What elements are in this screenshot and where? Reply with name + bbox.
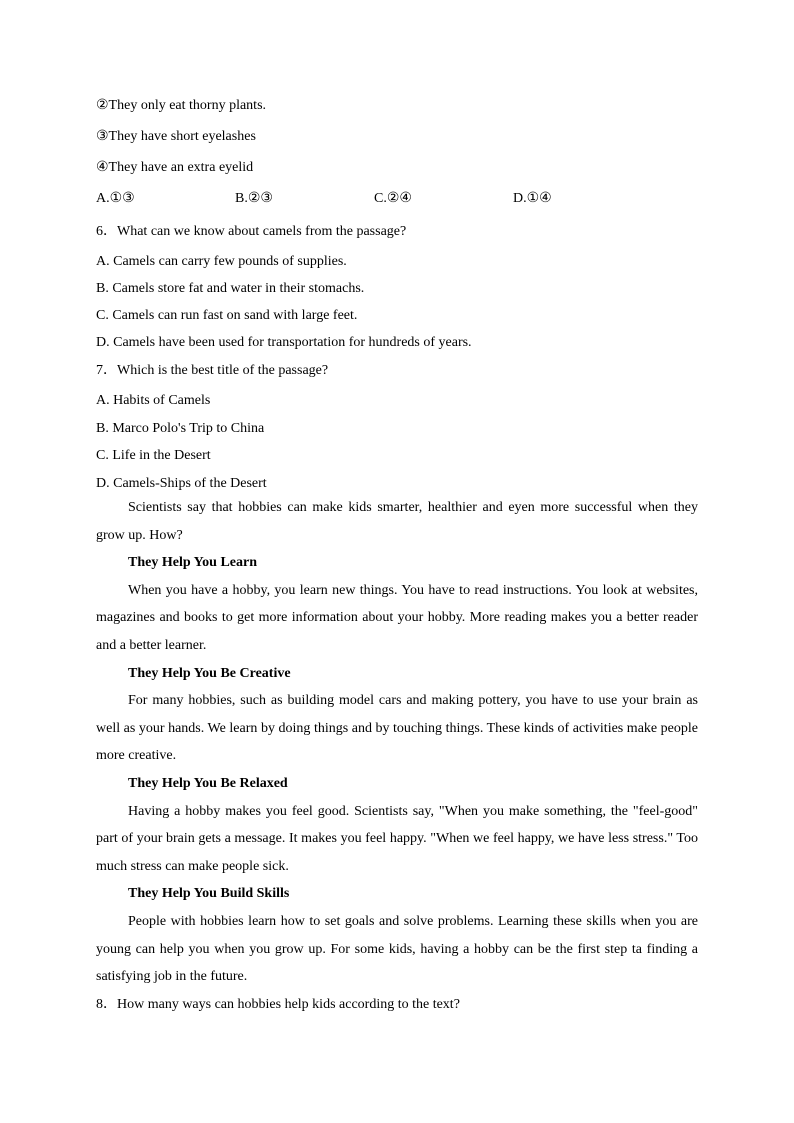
section-heading-skills: They Help You Build Skills <box>128 886 290 902</box>
q6-option-b: B. Camels store fat and water in their stomachs. <box>96 281 365 296</box>
q5-choice-4: ④They have an extra eyelid <box>96 160 254 175</box>
q6-option-c: C. Camels can run fast on sand with large feet. <box>96 308 358 323</box>
q7-option-d: D. Camels-Ships of the Desert <box>96 476 267 491</box>
section-text-learn: When you have a hobby, you learn new things. You have to read instructions. You look at websites, magazines and books to get more information about your hobby. More reading makes you a better reader and a better learner. <box>96 582 698 653</box>
q6-option-d: D. Camels have been used for transportation for hundreds of years. <box>96 335 472 350</box>
section-text-relaxed: Having a hobby makes you feel good. Scientists say, "When you make something, the "feel-good" part of your brain gets a message. It makes you feel happy. "When we feel happy, we have less stress." Too much stress can make people sick. <box>96 803 698 874</box>
q7-option-c: C. Life in the Desert <box>96 448 211 463</box>
q7-question: 7．Which is the best title of the passage? <box>96 363 329 378</box>
q7-option-a: A. Habits of Camels <box>96 393 211 408</box>
passage-intro: Scientists say that hobbies can make kids smarter, healthier and eyen more successful when they grow up. How? <box>96 500 698 543</box>
section-text-creative: For many hobbies, such as building model cars and making pottery, you have to use your brain as well as your hands. We learn by doing things and by touching things. These kinds of activities make people more creative. <box>96 693 698 764</box>
q5-choice-2: ②They only eat thorny plants. <box>96 98 267 113</box>
section-text-skills: People with hobbies learn how to set goals and solve problems. Learning these skills when you are young can help you when you grow up. For some kids, having a hobby can be the first step ta finding a satisfying job in the future. <box>96 913 698 985</box>
q5-options <box>96 189 698 209</box>
section-heading-learn: They Help You Learn <box>128 555 257 571</box>
q7-option-b: B. Marco Polo's Trip to China <box>96 421 265 436</box>
section-heading-creative: They Help You Be Creative <box>128 665 291 681</box>
q6-question: 6．What can we know about camels from the passage? <box>96 224 407 239</box>
q5-option-c: C.②④ <box>374 191 412 206</box>
q8-question: 8．How many ways can hobbies help kids according to the text? <box>96 996 460 1012</box>
document-content <box>96 96 698 1015</box>
q5-choice-3: ③They have short eyelashes <box>96 129 256 144</box>
section-heading-relaxed: They Help You Be Relaxed <box>128 775 288 791</box>
q5-option-b: B.②③ <box>235 191 273 206</box>
q6-option-a: A. Camels can carry few pounds of supplies. <box>96 254 347 269</box>
q5-option-a: A.①③ <box>96 191 135 206</box>
q5-option-d: D.①④ <box>513 191 552 206</box>
